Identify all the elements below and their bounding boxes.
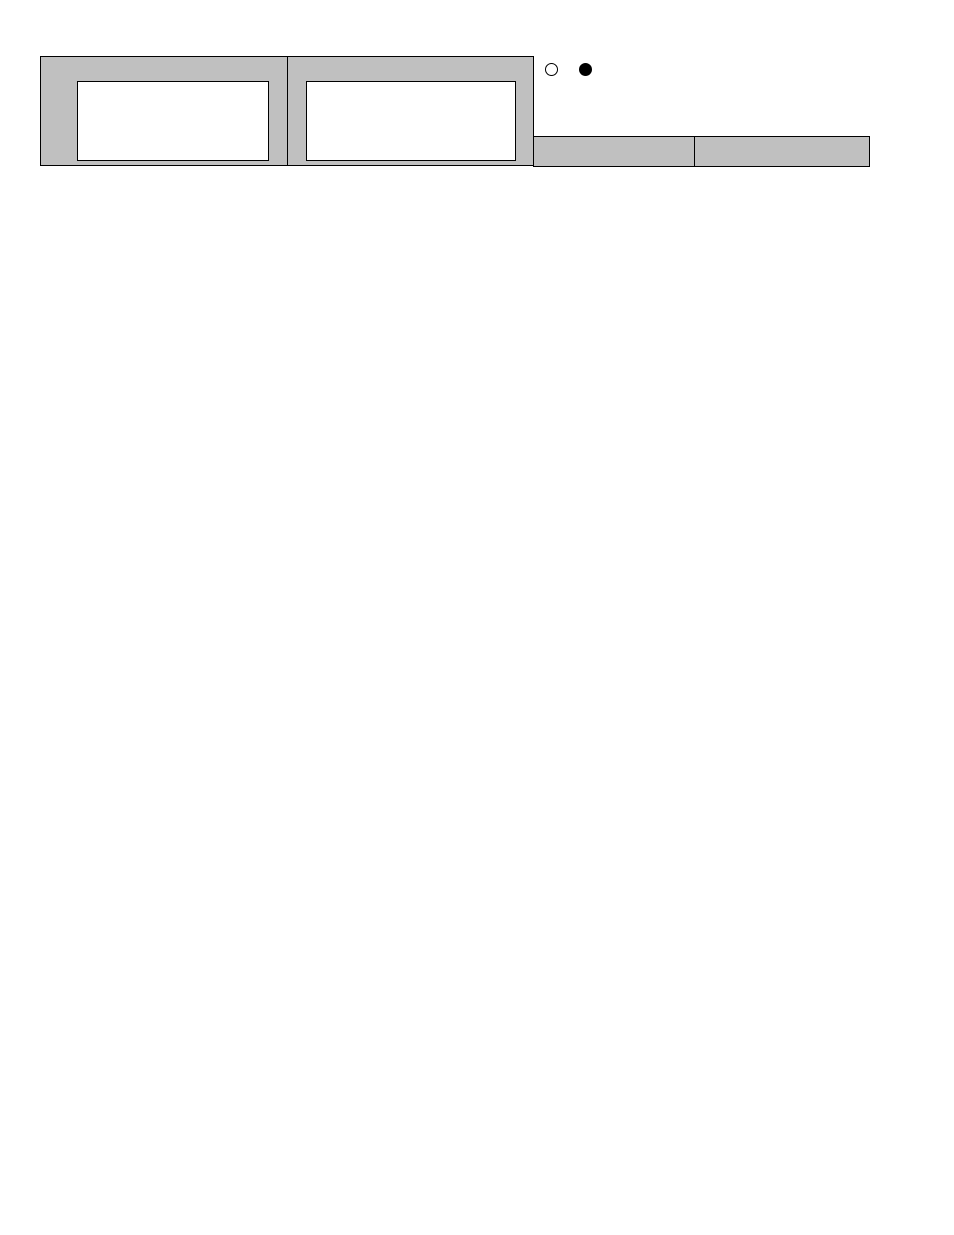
sw1-diagram (77, 81, 269, 161)
description-header (694, 136, 870, 167)
print-example-header (533, 136, 695, 167)
legend (545, 60, 594, 80)
sw2-diagram (306, 81, 516, 161)
on-circle-icon (579, 63, 592, 76)
off-circle-icon (545, 63, 558, 76)
sw2-header (287, 56, 534, 166)
sw1-header (40, 56, 288, 166)
